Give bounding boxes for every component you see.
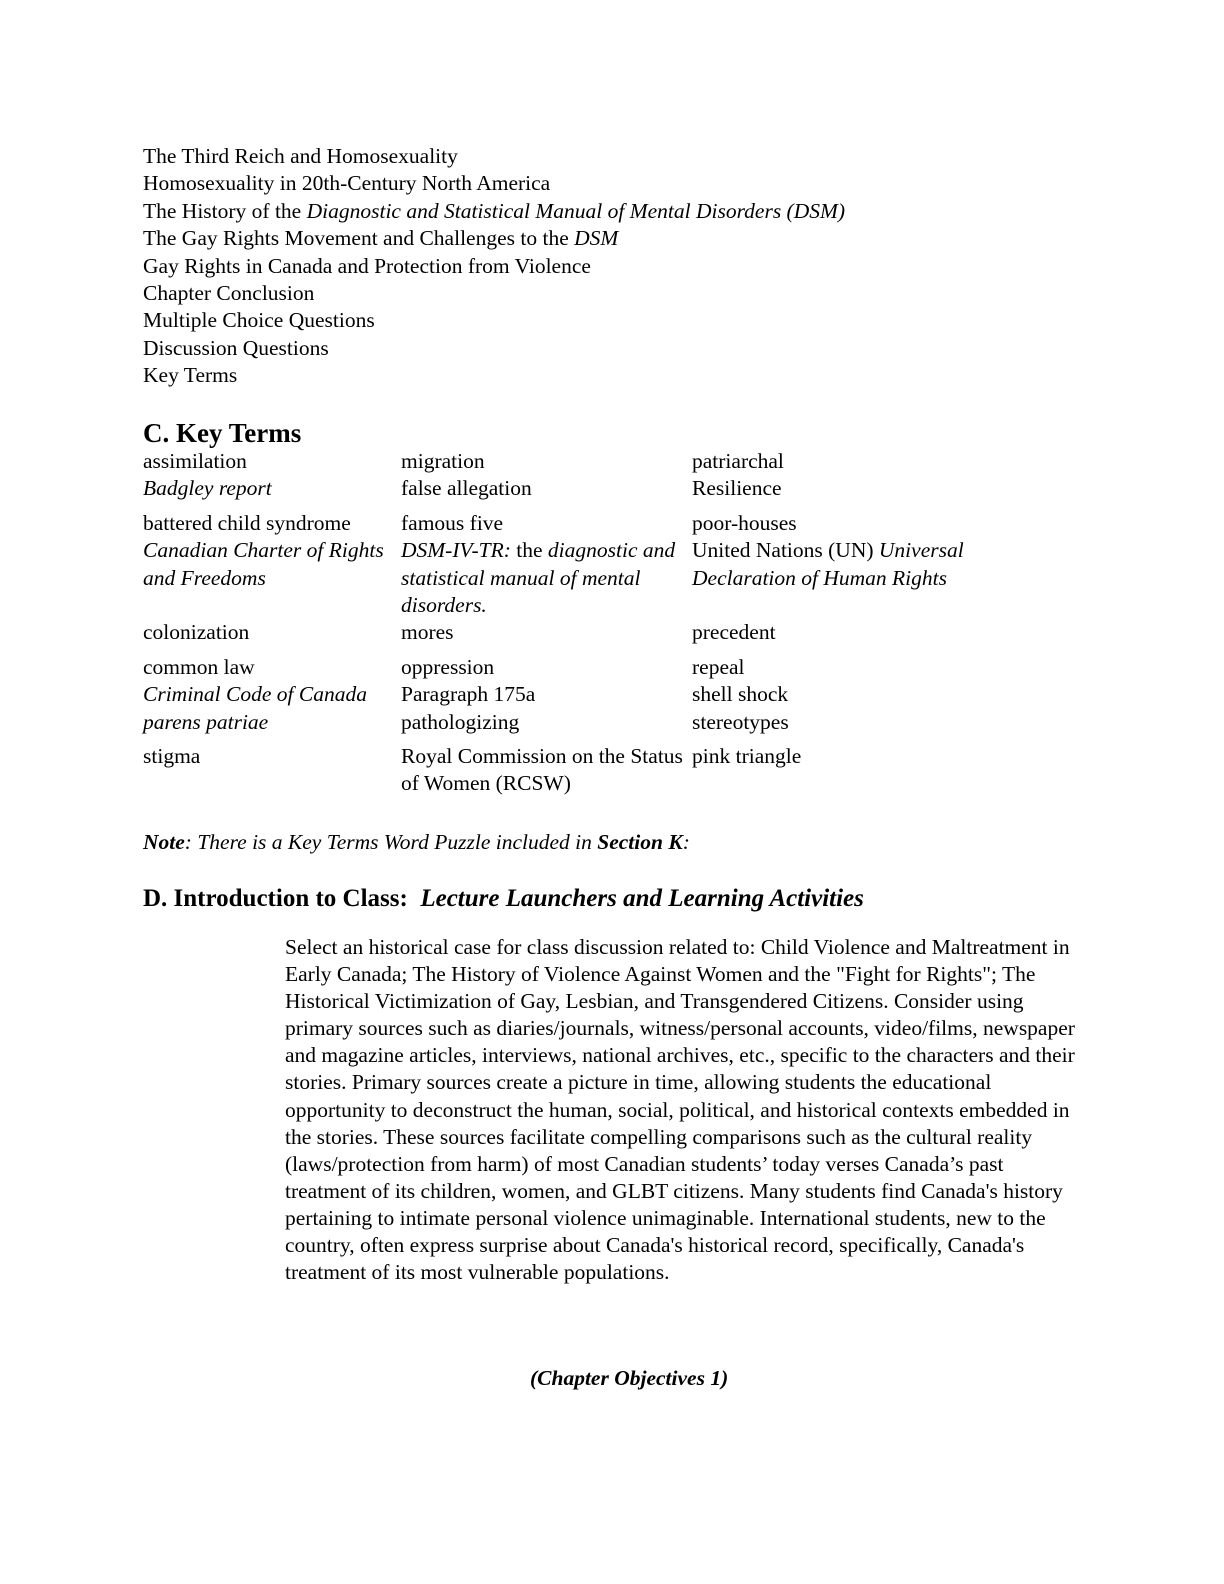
- key-term: false allegation: [401, 476, 532, 501]
- key-term: patriarchal: [692, 449, 784, 473]
- toc-item: The Gay Rights Movement and Challenges to the DSM: [143, 226, 619, 251]
- toc-item: Homosexuality in 20th-Century North America: [143, 171, 551, 196]
- table-of-contents: [143, 143, 845, 390]
- key-term: mores: [401, 620, 454, 645]
- chapter-objectives-label: (Chapter Objectives 1): [530, 1366, 729, 1390]
- toc-item: Key Terms: [143, 363, 238, 388]
- key-terms-row: [143, 681, 1022, 708]
- key-terms-row: [143, 709, 1022, 736]
- key-term: stereotypes: [692, 709, 789, 734]
- key-term: oppression: [401, 654, 495, 679]
- key-terms-row: [143, 647, 1022, 681]
- key-term: Royal Commission on the Status of Women (RCSW): [401, 744, 683, 796]
- key-terms-row: [143, 619, 1022, 646]
- toc-item: Chapter Conclusion: [143, 281, 315, 306]
- key-term: pathologizing: [401, 709, 520, 734]
- introduction-heading: D. Introduction to Class: Lecture Launchers and Learning Activities: [143, 885, 864, 912]
- key-term: battered child syndrome: [143, 510, 351, 535]
- key-term: shell shock: [692, 682, 789, 707]
- key-term: poor-houses: [692, 510, 797, 535]
- key-terms-row: [143, 475, 1022, 502]
- key-term: Paragraph 175a: [401, 682, 536, 707]
- key-terms-row: [143, 503, 1022, 537]
- key-term: repeal: [692, 654, 745, 679]
- key-term: Criminal Code of Canada: [143, 682, 367, 707]
- toc-item: The History of the Diagnostic and Statistical Manual of Mental Disorders (DSM): [143, 198, 846, 223]
- key-term: stigma: [143, 744, 201, 769]
- introduction-paragraph: Select an historical case for class discussion related to: Child Violence and Maltreatment in Early Canada; The History of Violence Against Women and the "Fight for Rights"; The Historical Victimization of Gay, Lesbian, and Transgendered Citizens. Consider using primary sources such as diaries/journals, witness/personal accounts, video/films, newspaper and magazine articles, interviews, national archives, etc., specific to the characters and their stories. Primary sources create a picture in time, allowing students the educational opportunity to deconstruct the human, social, political, and historical contexts embedded in the stories. These sources facilitate compelling comparisons such as the cultural reality (laws/protection from harm) of most Canadian students’ today verses Canada’s past treatment of its children, women, and GLBT citizens. Many students find Canada's history pertaining to intimate personal violence unimaginable. International students, new to the country, often express surprise about Canada's historical record, specifically, Canada's treatment of its most vulnerable populations.: [285, 935, 1075, 1285]
- key-term: DSM-IV-TR: the diagnostic and statistical manual of mental disorders.: [401, 538, 676, 618]
- key-term: migration: [401, 449, 485, 473]
- key-term: Badgley report: [143, 476, 272, 501]
- key-term: famous five: [401, 510, 504, 535]
- key-term: common law: [143, 654, 255, 679]
- key-terms-note: Note: There is a Key Terms Word Puzzle included in Section K:: [143, 830, 690, 854]
- key-term: Resilience: [692, 476, 782, 501]
- toc-item: Gay Rights in Canada and Protection from Violence: [143, 253, 591, 278]
- key-term: United Nations (UN) Universal Declaration of Human Rights: [692, 538, 964, 590]
- key-terms-row: [143, 448, 1022, 475]
- toc-item: Discussion Questions: [143, 335, 329, 360]
- key-terms-table: [143, 448, 1022, 798]
- key-term: colonization: [143, 620, 250, 645]
- key-term: Canadian Charter of Rights and Freedoms: [143, 538, 384, 590]
- key-terms-row: [143, 736, 1022, 798]
- key-term: parens patriae: [143, 709, 269, 734]
- key-terms-row: [143, 537, 1022, 619]
- toc-item: Multiple Choice Questions: [143, 308, 375, 333]
- key-term: assimilation: [143, 449, 247, 473]
- key-terms-heading: C. Key Terms: [143, 418, 302, 448]
- key-term: pink triangle: [692, 744, 802, 769]
- key-term: precedent: [692, 620, 776, 645]
- toc-item: The Third Reich and Homosexuality: [143, 144, 458, 168]
